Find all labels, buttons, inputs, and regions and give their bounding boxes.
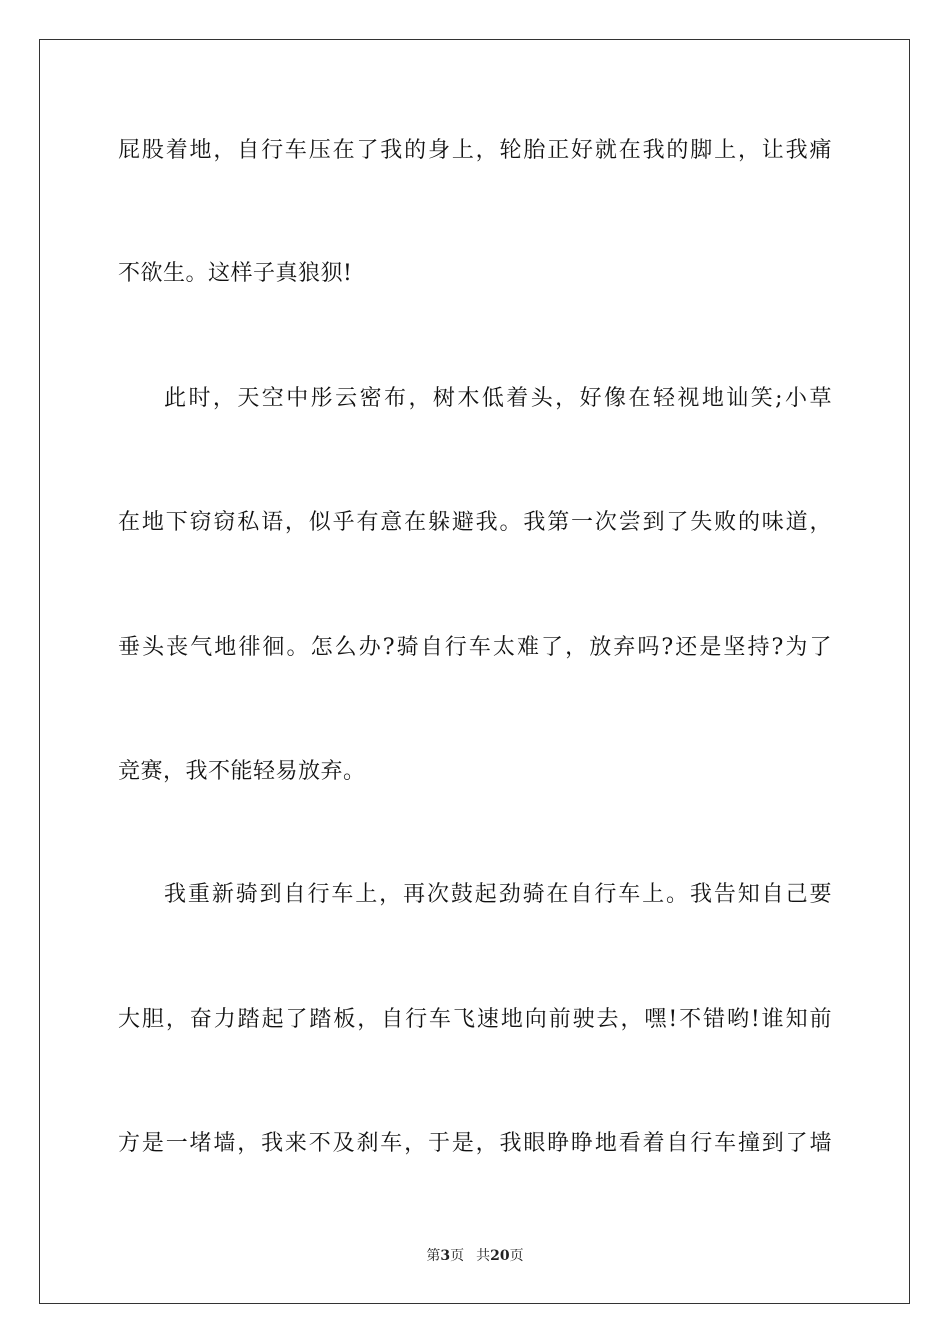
body-line-5: 垂头丧气地徘徊。怎么办?骑自行车太难了，放弃吗?还是坚持?为了 (118, 635, 832, 660)
page-number: 3 (440, 1248, 451, 1264)
total-pages: 20 (490, 1248, 510, 1264)
body-line-9: 方是一堵墙，我来不及刹车，于是，我眼睁睁地看着自行车撞到了墙 (118, 1131, 832, 1156)
body-line-7: 我重新骑到自行车上，再次鼓起劲骑在自行车上。我告知自己要 (164, 882, 832, 907)
body-line-8: 大胆，奋力踏起了踏板，自行车飞速地向前驶去，嘿!不错哟!谁知前 (118, 1007, 832, 1032)
page-suffix: 页 (450, 1248, 465, 1264)
body-line-4: 在地下窃窃私语，似乎有意在躲避我。我第一次尝到了失败的味道， (118, 510, 832, 535)
body-line-2: 不欲生。这样子真狼狈! (118, 261, 353, 286)
page-border (39, 39, 910, 1304)
page-prefix: 第 (426, 1248, 441, 1264)
total-suffix: 页 (509, 1248, 524, 1264)
body-line-1: 屁股着地，自行车压在了我的身上，轮胎正好就在我的脚上，让我痛 (118, 138, 832, 163)
body-line-6: 竞赛，我不能轻易放弃。 (118, 759, 366, 784)
page-footer (0, 1247, 950, 1265)
total-prefix: 共 (476, 1248, 491, 1264)
body-line-3: 此时，天空中彤云密布，树木低着头，好像在轻视地讪笑;小草 (164, 386, 832, 411)
